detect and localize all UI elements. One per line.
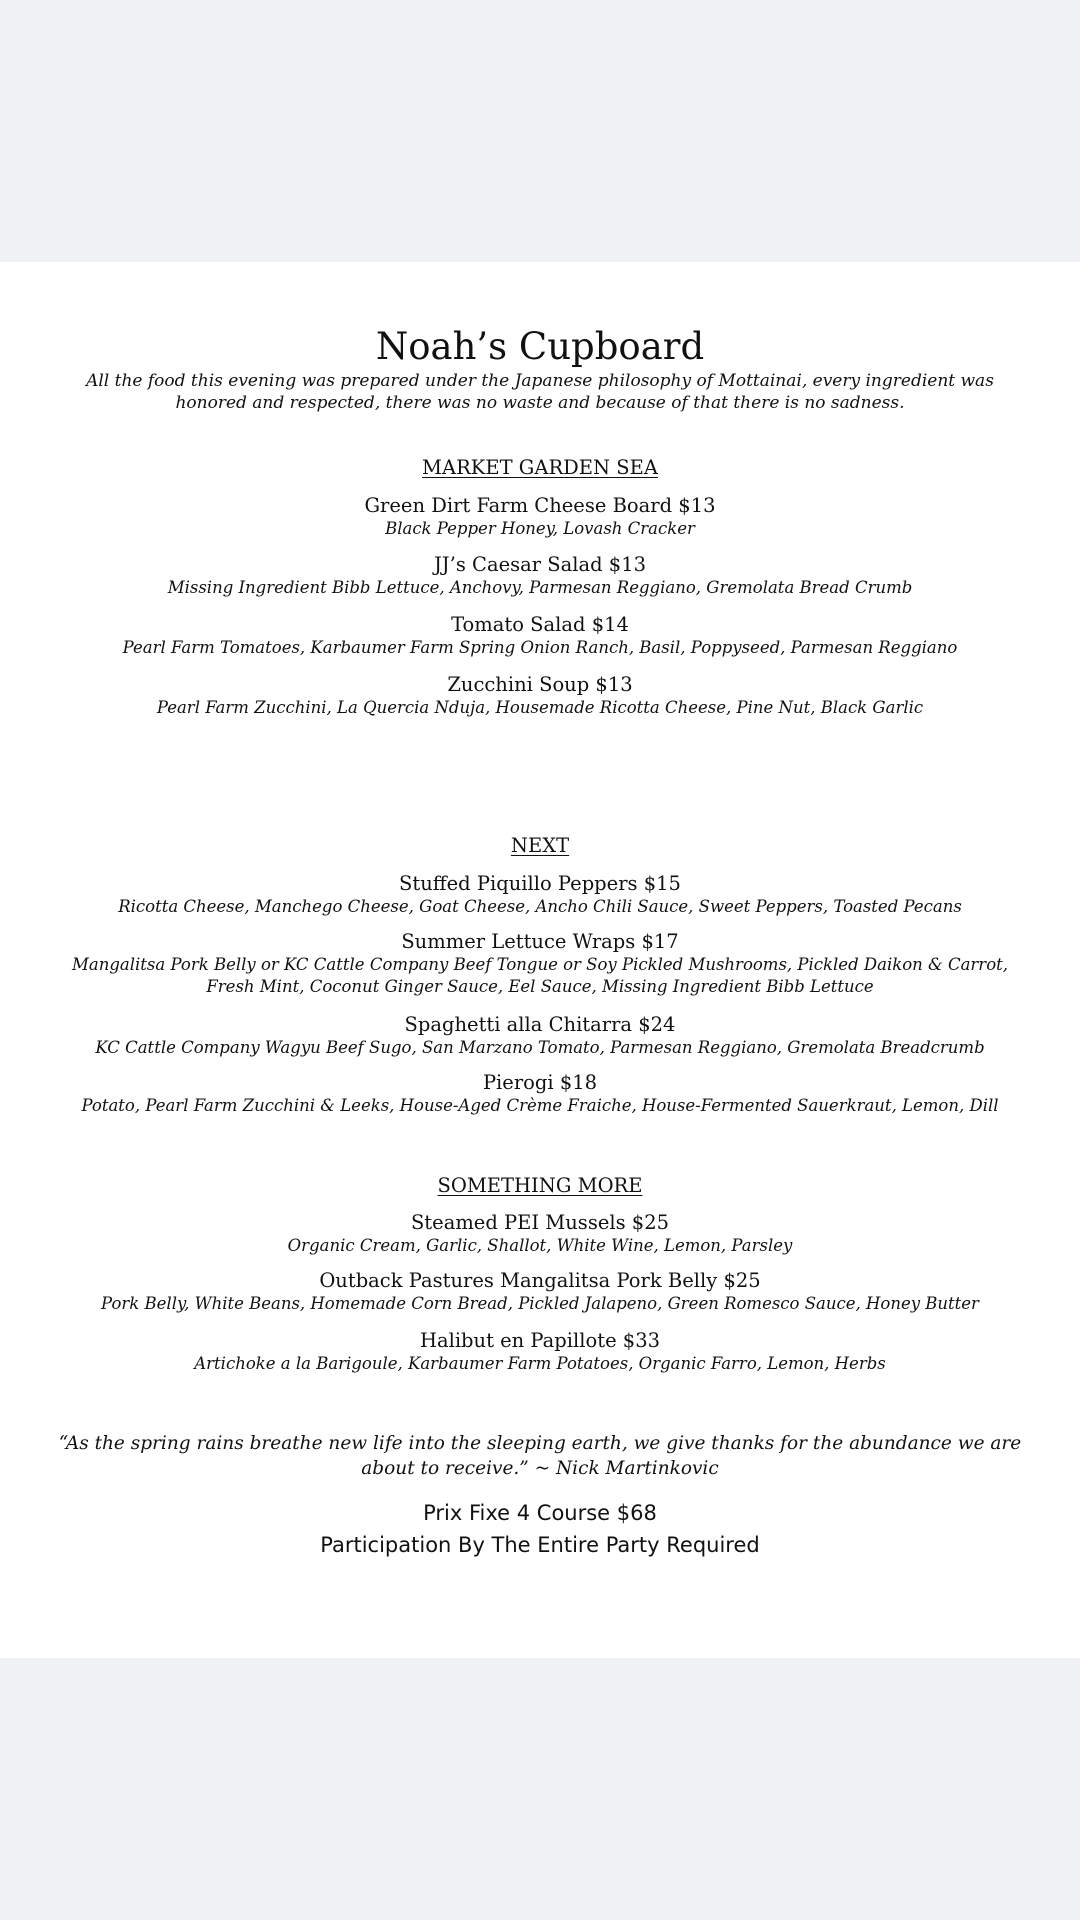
menu-item: [30, 1210, 1050, 1257]
menu-item-name: Zucchini Soup $13: [447, 673, 633, 696]
section-title-market-garden-sea: MARKET GARDEN SEA: [422, 456, 658, 479]
menu-item-name: Stuffed Piquillo Peppers $15: [399, 872, 681, 895]
participation-note: Participation By The Entire Party Required: [320, 1533, 760, 1557]
menu-item-description: Mangalitsa Pork Belly or KC Cattle Company Beef Tongue or Soy Pickled Mushrooms, Pickled Daikon & Carrot, Fresh Mint, Coconut Ginger Sauce, Eel Sauce, Missing Ingredient Bibb Lettuce: [71, 955, 1009, 996]
menu-item: [60, 929, 1020, 998]
menu-item-description: Ricotta Cheese, Manchego Cheese, Goat Cheese, Ancho Chili Sauce, Sweet Peppers, Toasted Pecans: [118, 897, 962, 916]
menu-intro: All the food this evening was prepared under the Japanese philosophy of Mottainai, every ingredient was honored and respected, there was no waste and because of that there is no sadness.: [86, 371, 994, 413]
menu-item: [30, 493, 1050, 540]
menu-item-name: Summer Lettuce Wraps $17: [401, 930, 679, 953]
section-title-something-more: SOMETHING MORE: [437, 1174, 643, 1197]
menu-item-name: Halibut en Papillote $33: [419, 1329, 661, 1352]
menu-item-description: Potato, Pearl Farm Zucchini & Leeks, House-Aged Crème Fraiche, House-Fermented Sauerkraut, Lemon, Dill: [81, 1096, 999, 1115]
menu-item-description: Missing Ingredient Bibb Lettuce, Anchovy, Parmesan Reggiano, Gremolata Bread Crumb: [167, 578, 913, 597]
menu-item-description: Pearl Farm Tomatoes, Karbaumer Farm Spring Onion Ranch, Basil, Poppyseed, Parmesan Reggiano: [122, 638, 958, 657]
menu-item-name: JJ’s Caesar Salad $13: [433, 553, 647, 576]
closing-quote: “As the spring rains breathe new life into the sleeping earth, we give thanks for the abundance we are about to receive.” ~ Nick Martinkovic: [58, 1433, 1022, 1479]
menu-item: [30, 672, 1050, 719]
menu-item: [30, 1070, 1050, 1117]
section-title-next: NEXT: [510, 834, 570, 857]
menu-item: [30, 871, 1050, 918]
prix-fixe-price: Prix Fixe 4 Course $68: [423, 1501, 657, 1525]
menu-item-description: Pork Belly, White Beans, Homemade Corn Bread, Pickled Jalapeno, Green Romesco Sauce, Honey Butter: [101, 1294, 979, 1313]
menu-item-description: KC Cattle Company Wagyu Beef Sugo, San Marzano Tomato, Parmesan Reggiano, Gremolata Breadcrumb: [95, 1038, 985, 1057]
menu-title: Noah’s Cupboard: [375, 325, 705, 368]
menu-item-description: Organic Cream, Garlic, Shallot, White Wine, Lemon, Parsley: [287, 1236, 793, 1255]
menu-item: [30, 1268, 1050, 1315]
menu-item-name: Tomato Salad $14: [451, 613, 629, 636]
menu-item-description: Black Pepper Honey, Lovash Cracker: [385, 519, 695, 538]
menu-item: [30, 612, 1050, 659]
menu-item: [30, 1012, 1050, 1059]
menu-item-name: Pierogi $18: [482, 1071, 598, 1094]
menu-item-name: Steamed PEI Mussels $25: [410, 1211, 670, 1234]
menu-page: [0, 262, 1080, 1658]
menu-item-name: Green Dirt Farm Cheese Board $13: [364, 494, 716, 517]
menu-item: [30, 552, 1050, 599]
menu-item-name: Spaghetti alla Chitarra $24: [404, 1013, 676, 1036]
menu-item-description: Artichoke a la Barigoule, Karbaumer Farm Potatoes, Organic Farro, Lemon, Herbs: [194, 1354, 886, 1373]
menu-item-name: Outback Pastures Mangalitsa Pork Belly $25: [319, 1269, 761, 1292]
menu-item-description: Pearl Farm Zucchini, La Quercia Nduja, Housemade Ricotta Cheese, Pine Nut, Black Garlic: [156, 698, 924, 717]
menu-item: [30, 1328, 1050, 1375]
